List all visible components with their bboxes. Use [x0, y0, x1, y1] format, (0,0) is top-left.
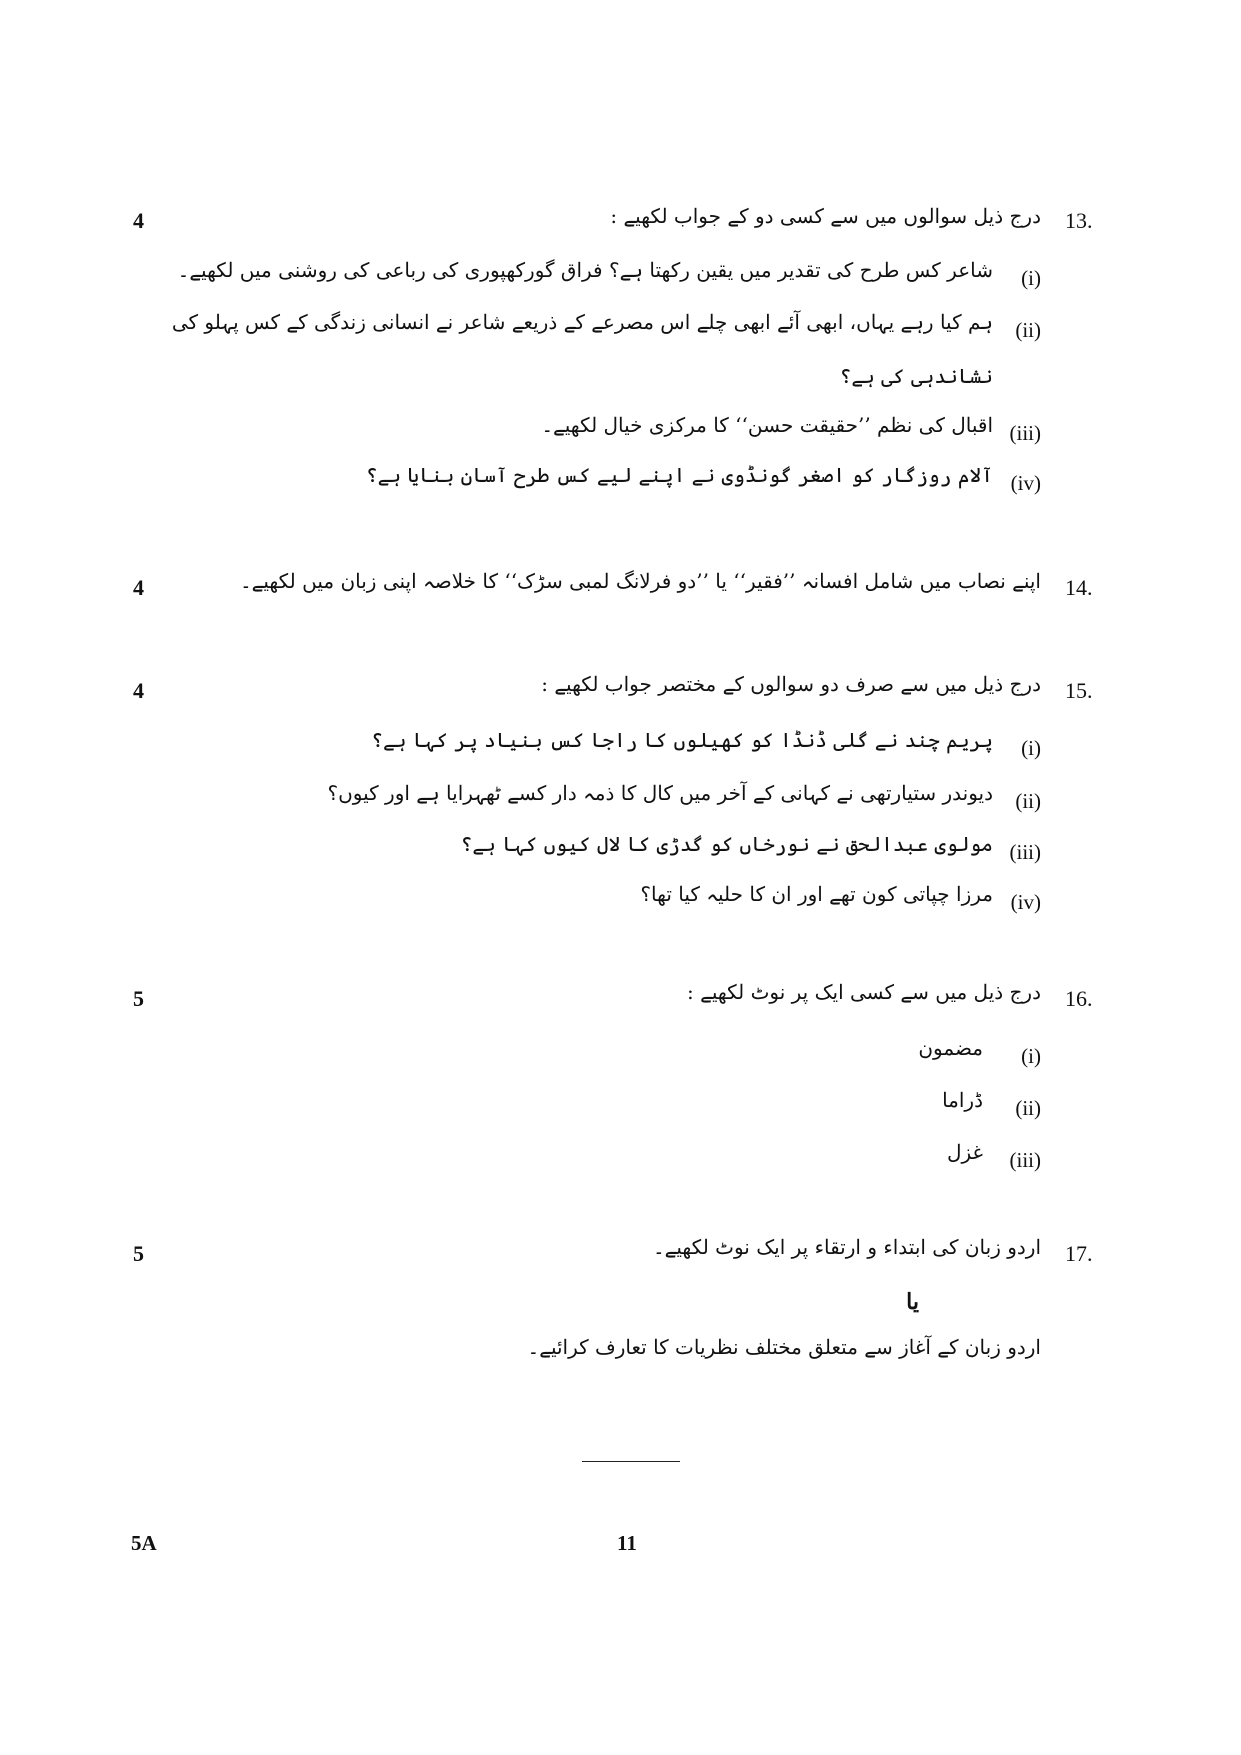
q16-item-1-text: مضمون	[918, 1036, 983, 1060]
q15-instruction: درج ذیل میں سے صرف دو سوالوں کے مختصر جواب لکھیے :	[541, 672, 1041, 696]
q13-item-2-label: (ii)	[1015, 318, 1041, 342]
q15-item-1-text: پریم چند نے گلی ڈنڈا کو کھیلوں کا راجا کس بنیاد پر کہا ہے؟	[371, 728, 993, 752]
q13-number: 13.	[1065, 208, 1093, 233]
q17-marks: 5	[133, 1241, 144, 1266]
page-number: 11	[617, 1531, 637, 1555]
paper-code: 5A	[131, 1531, 157, 1555]
q13-instruction: درج ذیل سوالوں میں سے کسی دو کے جواب لکھیے :	[610, 204, 1041, 228]
q13-marks: 4	[133, 208, 144, 233]
q17-number: 17.	[1065, 1241, 1093, 1266]
q13-item-1-label: (i)	[1021, 266, 1041, 290]
q16-item-3-text: غزل	[946, 1140, 983, 1164]
q13-item-2-text-cont: نشاندہی کی ہے؟	[839, 364, 993, 388]
q16-instruction: درج ذیل میں سے کسی ایک پر نوٹ لکھیے :	[687, 980, 1041, 1004]
q13-item-4-text: آلام روزگار کو اصغر گونڈوی نے اپنے لیے کس طرح آسان بنایا ہے؟	[365, 463, 993, 487]
q13-item-2-text: ہم کیا رہے یہاں، ابھی آئے ابھی چلے اس مصرعے کے ذریعے شاعر نے انسانی زندگی کے کس پہلو کی	[171, 310, 993, 334]
q14-number: 14.	[1065, 575, 1093, 600]
q16-item-1-label: (i)	[1021, 1044, 1041, 1068]
q13-item-3-text: اقبال کی نظم ’’حقیقت حسن‘‘ کا مرکزی خیال لکھیے۔	[541, 413, 993, 437]
q15-item-4-label: (iv)	[1010, 890, 1041, 914]
q13-item-3-label: (iii)	[1009, 421, 1041, 445]
q13-item-4-label: (iv)	[1010, 471, 1041, 495]
q15-item-1-label: (i)	[1021, 736, 1041, 760]
q15-item-2-text: دیوندر ستیارتھی نے کہانی کے آخر میں کال کا ذمہ دار کسے ٹھہرایا ہے اور کیوں؟	[327, 781, 993, 805]
q15-number: 15.	[1065, 678, 1093, 703]
q14-marks: 4	[133, 575, 144, 600]
q15-item-3-label: (iii)	[1009, 840, 1041, 864]
q14-instruction: اپنے نصاب میں شامل افسانہ ’’فقیر‘‘ یا ’’دو فرلانگ لمبی سڑک‘‘ کا خلاصہ اپنی زبان میں لکھیے۔	[239, 569, 1041, 593]
q13-item-1-text: شاعر کس طرح کی تقدیر میں یقین رکھتا ہے؟ فراق گورکھپوری کی رباعی کی روشنی میں لکھیے۔	[177, 258, 993, 282]
end-rule	[582, 1461, 680, 1462]
q16-marks: 5	[133, 986, 144, 1011]
q17-or-label: یا	[906, 1289, 919, 1315]
q17-instruction: اردو زبان کی ابتداء و ارتقاء پر ایک نوٹ لکھیے۔	[652, 1235, 1041, 1259]
q15-marks: 4	[133, 678, 144, 703]
q15-item-2-label: (ii)	[1015, 789, 1041, 813]
q17-alternative: اردو زبان کے آغاز سے متعلق مختلف نظریات کا تعارف کرائیے۔	[527, 1335, 1041, 1359]
q15-item-3-text: مولوی عبدالحق نے نورخاں کو گدڑی کا لال کیوں کہا ہے؟	[460, 832, 993, 856]
q16-item-3-label: (iii)	[1009, 1148, 1041, 1172]
q16-item-2-label: (ii)	[1015, 1096, 1041, 1120]
q15-item-4-text: مرزا چپاتی کون تھے اور ان کا حلیہ کیا تھا؟	[640, 882, 993, 906]
q16-item-2-text: ڈراما	[942, 1088, 983, 1112]
q16-number: 16.	[1065, 986, 1093, 1011]
